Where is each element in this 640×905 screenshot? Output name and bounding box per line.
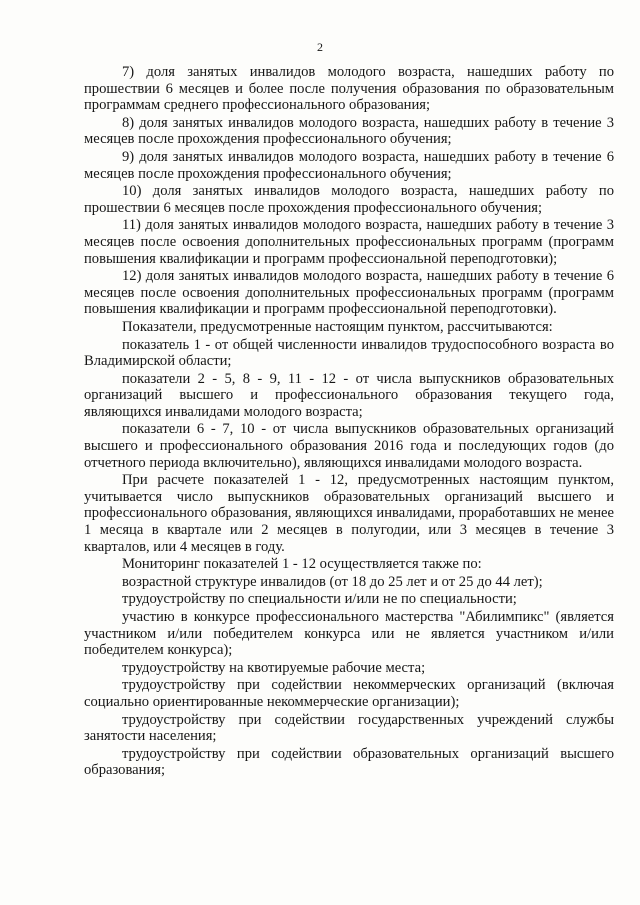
paragraph-indicators-2-12-basis: показатели 2 - 5, 8 - 9, 11 - 12 - от числа выпускников образовательных организаций высшего и профессионального образования текущего года, являющихся инвалидами молодого возраста; <box>84 370 614 420</box>
paragraph-monitoring-abilympics: участию в конкурсе профессионального мастерства "Абилимпикс" (является участником и/или победителем конкурса или не является участником и/или победителем конкурса); <box>84 609 614 659</box>
paragraph-indicator-1-basis: показатель 1 - от общей численности инвалидов трудоспособного возраста во Владимирской области; <box>84 336 614 370</box>
paragraph-item-8: 8) доля занятых инвалидов молодого возраста, нашедших работу в течение 3 месяцев после прохождения профессионального обучения; <box>84 114 614 148</box>
paragraph-monitoring-intro: Мониторинг показателей 1 - 12 осуществляется также по: <box>122 556 482 573</box>
paragraph-item-10: 10) доля занятых инвалидов молодого возраста, нашедших работу по прошествии 6 месяцев после прохождения профессионального обучения; <box>84 183 614 216</box>
paragraph-item-9: 9) доля занятых инвалидов молодого возраста, нашедших работу в течение 6 месяцев после прохождения профессионального обучения; <box>84 148 614 182</box>
paragraph-monitoring-employment-service: трудоустройству при содействии государственных учреждений службы занятости населения; <box>84 711 614 745</box>
paragraph-calculation-intro: Показатели, предусмотренные настоящим пунктом, рассчитываются: <box>122 318 553 335</box>
paragraph-monitoring-higher-education: трудоустройству при содействии образовательных организаций высшего образования; <box>84 745 614 779</box>
paragraph-monitoring-nonprofit: трудоустройству при содействии некоммерческих организаций (включая социально ориентированные некоммерческие организации); <box>84 677 614 710</box>
paragraph-item-12: 12) доля занятых инвалидов молодого возраста, нашедших работу в течение 6 месяцев после освоения дополнительных профессиональных программ (программ повышения квалификации и программ профессиональной переподготовки). <box>84 268 614 318</box>
paragraph-monitoring-quota: трудоустройству на квотируемые рабочие места; <box>122 659 426 676</box>
paragraph-calculation-rule: При расчете показателей 1 - 12, предусмотренных настоящим пунктом, учитывается число выпускников образовательных организаций высшего и профессионального образования, являющихся инвалидами, проработавших не менее 1 месяца в квартале или 2 месяцев в полугодии, или 3 месяцев в течение 3 кварталов, или 4 месяцев в году. <box>84 472 614 555</box>
paragraph-item-11: 11) доля занятых инвалидов молодого возраста, нашедших работу в течение 3 месяцев после освоения дополнительных профессиональных программ (программ повышения квалификации и программ профессиональной переподготовки); <box>84 217 614 267</box>
paragraph-indicators-6-10-basis: показатели 6 - 7, 10 - от числа выпускников образовательных организаций высшего и профессионального образования 2016 года и последующих годов (до отчетного периода включительно), являющихся инвалидами молодого возраста. <box>84 421 614 471</box>
page-number: 2 <box>317 40 323 54</box>
paragraph-monitoring-specialty: трудоустройству по специальности и/или не по специальности; <box>122 591 517 608</box>
paragraph-monitoring-age: возрастной структуре инвалидов (от 18 до 25 лет и от 25 до 44 лет); <box>122 573 543 590</box>
document-body <box>84 64 614 780</box>
paragraph-item-7: 7) доля занятых инвалидов молодого возраста, нашедших работу по прошествии 6 месяцев и более после получения образования по образовательным программам среднего профессионального образования; <box>84 64 614 114</box>
